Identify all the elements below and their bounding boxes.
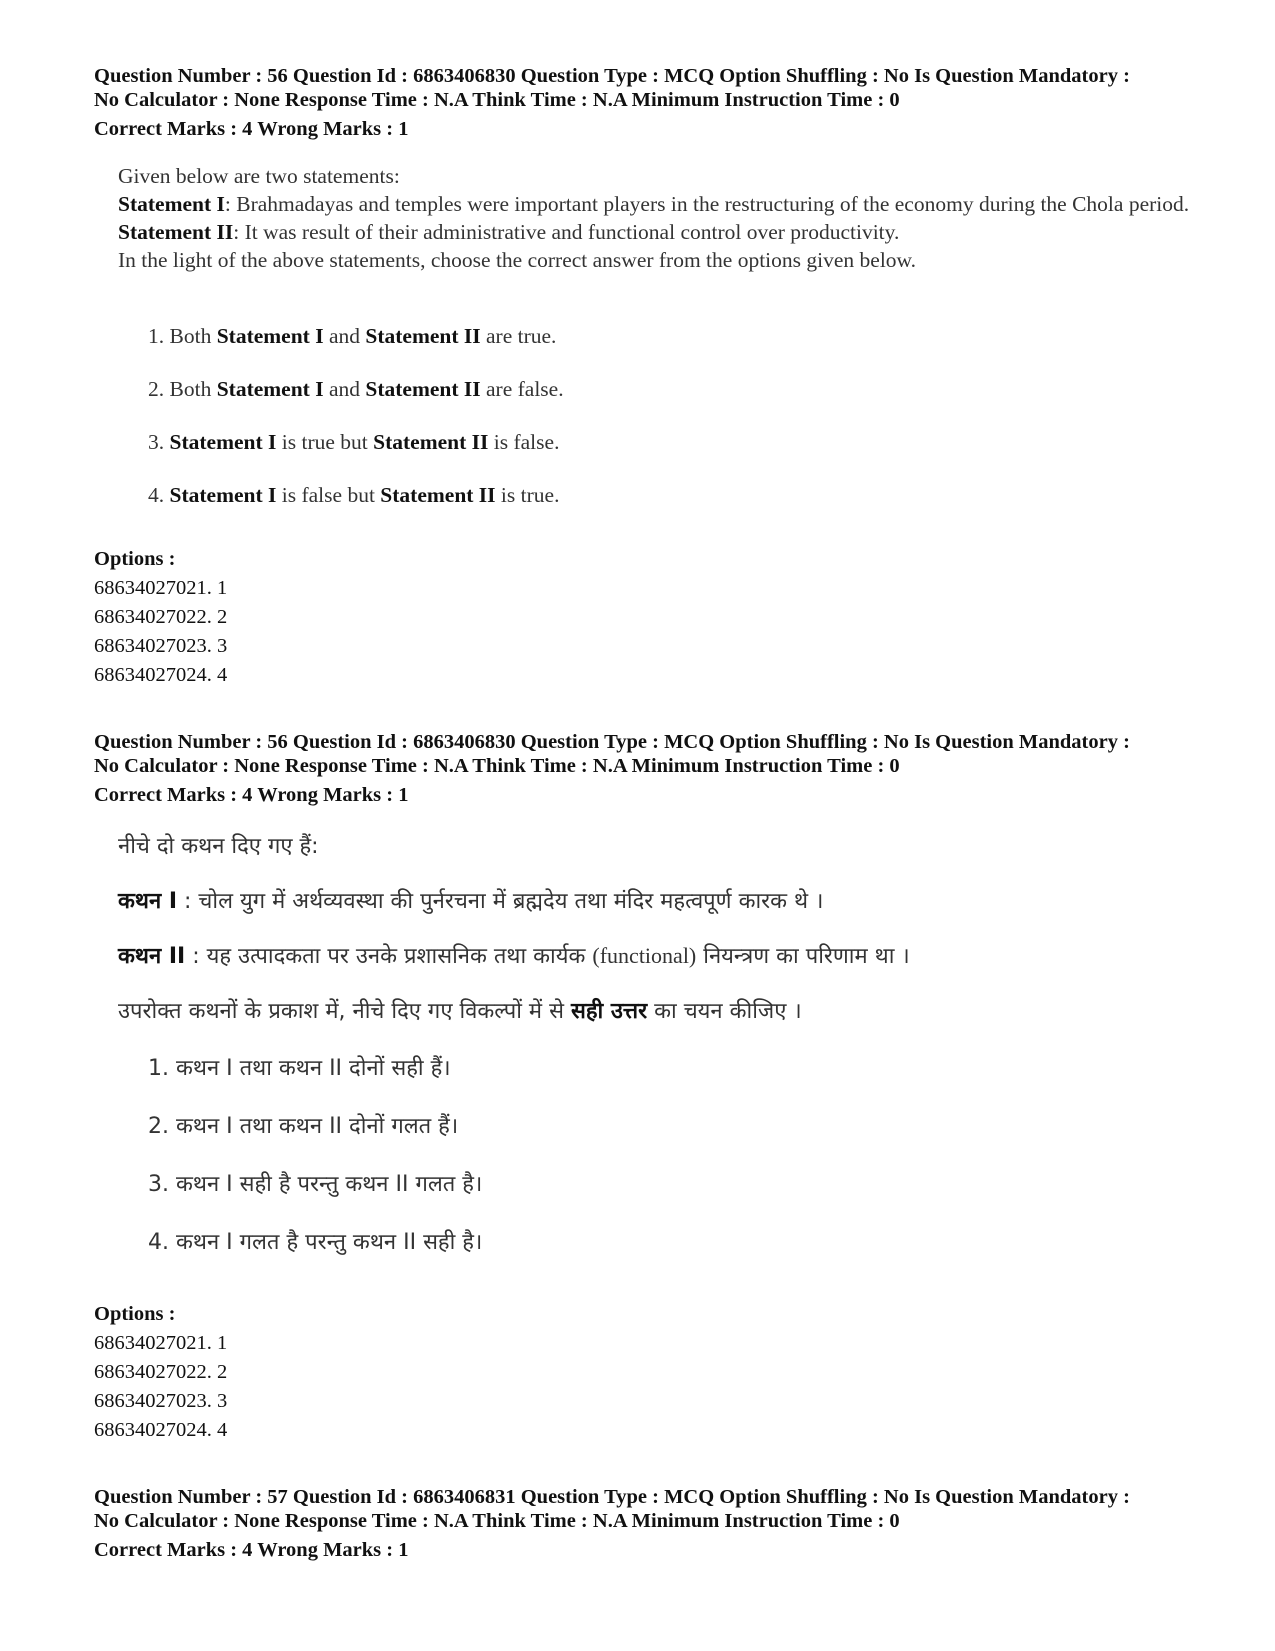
question-body-56-hi (118, 830, 1198, 1270)
option-item: 68634027021. 1 (94, 577, 228, 599)
meta-line-1: Question Number : 57 Question Id : 6863406831 Question Type : MCQ Option Shuffling : No Is Question Mandatory : (94, 1486, 1130, 1508)
statement-1-text: : Brahmadayas and temples were important players in the restructuring of the economy during the Chola period. (224, 192, 1190, 216)
instruction: उपरोक्त कथनों के प्रकाश में, नीचे दिए गए विकल्पों में से सही उत्तर का चयन कीजिए । (118, 999, 802, 1024)
choice-3: 3. Statement I is true but Statement II is false. (148, 430, 560, 454)
instruction: In the light of the above statements, choose the correct answer from the options given below. (118, 248, 917, 272)
choice-4: 4. Statement I is false but Statement II is true. (148, 483, 560, 507)
meta-line-2: No Calculator : None Response Time : N.A Think Time : N.A Minimum Instruction Time : 0 (94, 1510, 900, 1532)
choice-1: 1. Both Statement I and Statement II are true. (148, 324, 557, 348)
question-intro: नीचे दो कथन दिए गए हैं: (118, 834, 319, 859)
meta-line-2: No Calculator : None Response Time : N.A Think Time : N.A Minimum Instruction Time : 0 (94, 89, 900, 111)
option-item: 68634027022. 2 (94, 606, 228, 628)
options-list-56-en (94, 545, 227, 690)
option-item: 68634027023. 3 (94, 635, 228, 657)
option-item: 68634027023. 3 (94, 1390, 228, 1412)
statement-1 (118, 885, 823, 915)
statement-2-label: कथन II (118, 944, 186, 969)
choice-2: 2. Both Statement I and Statement II are false. (148, 377, 564, 401)
option-item: 68634027024. 4 (94, 1419, 228, 1441)
question-meta-56-hi (94, 730, 1224, 807)
question-meta-57 (94, 1485, 1224, 1562)
marks-line: Correct Marks : 4 Wrong Marks : 1 (94, 118, 409, 140)
marks-line: Correct Marks : 4 Wrong Marks : 1 (94, 784, 409, 806)
option-item: 68634027021. 1 (94, 1332, 228, 1354)
choice-1: 1. कथन I तथा कथन II दोनों सही हैं। (148, 1056, 451, 1081)
options-header: Options : (94, 1303, 176, 1325)
statement-1-label: Statement I (118, 192, 225, 216)
statement-2-label: Statement II (118, 220, 234, 244)
option-item: 68634027022. 2 (94, 1361, 228, 1383)
marks-line: Correct Marks : 4 Wrong Marks : 1 (94, 1539, 409, 1561)
meta-line-1: Question Number : 56 Question Id : 6863406830 Question Type : MCQ Option Shuffling : No Is Question Mandatory : (94, 731, 1130, 753)
statement-1-label: कथन I (118, 889, 178, 914)
choice-4: 4. कथन I गलत है परन्तु कथन II सही है। (148, 1230, 483, 1255)
choice-2: 2. कथन I तथा कथन II दोनों गलत हैं। (148, 1114, 459, 1139)
statement-1 (118, 190, 1198, 218)
statement-1-text: : चोल युग में अर्थव्यवस्था की पुर्नरचना में ब्रह्मदेय तथा मंदिर महत्वपूर्ण कारक थे । (177, 889, 824, 914)
option-item: 68634027024. 4 (94, 664, 228, 686)
options-header: Options : (94, 548, 176, 570)
statement-2 (118, 218, 1198, 246)
question-intro: Given below are two statements: (118, 164, 400, 188)
question-body-56-en (118, 162, 1198, 507)
options-list-56-hi (94, 1300, 227, 1445)
statement-2-text: : It was result of their administrative and functional control over productivity. (233, 220, 900, 244)
meta-line-1: Question Number : 56 Question Id : 6863406830 Question Type : MCQ Option Shuffling : No Is Question Mandatory : (94, 65, 1130, 87)
choice-3: 3. कथन I सही है परन्तु कथन II गलत है। (148, 1172, 483, 1197)
question-meta-56-en (94, 64, 1224, 141)
meta-line-2: No Calculator : None Response Time : N.A Think Time : N.A Minimum Instruction Time : 0 (94, 755, 900, 777)
statement-2: कथन II : यह उत्पादकता पर उनके प्रशासनिक तथा कार्यक (functional) नियन्त्रण का परिणाम था । (118, 943, 910, 969)
